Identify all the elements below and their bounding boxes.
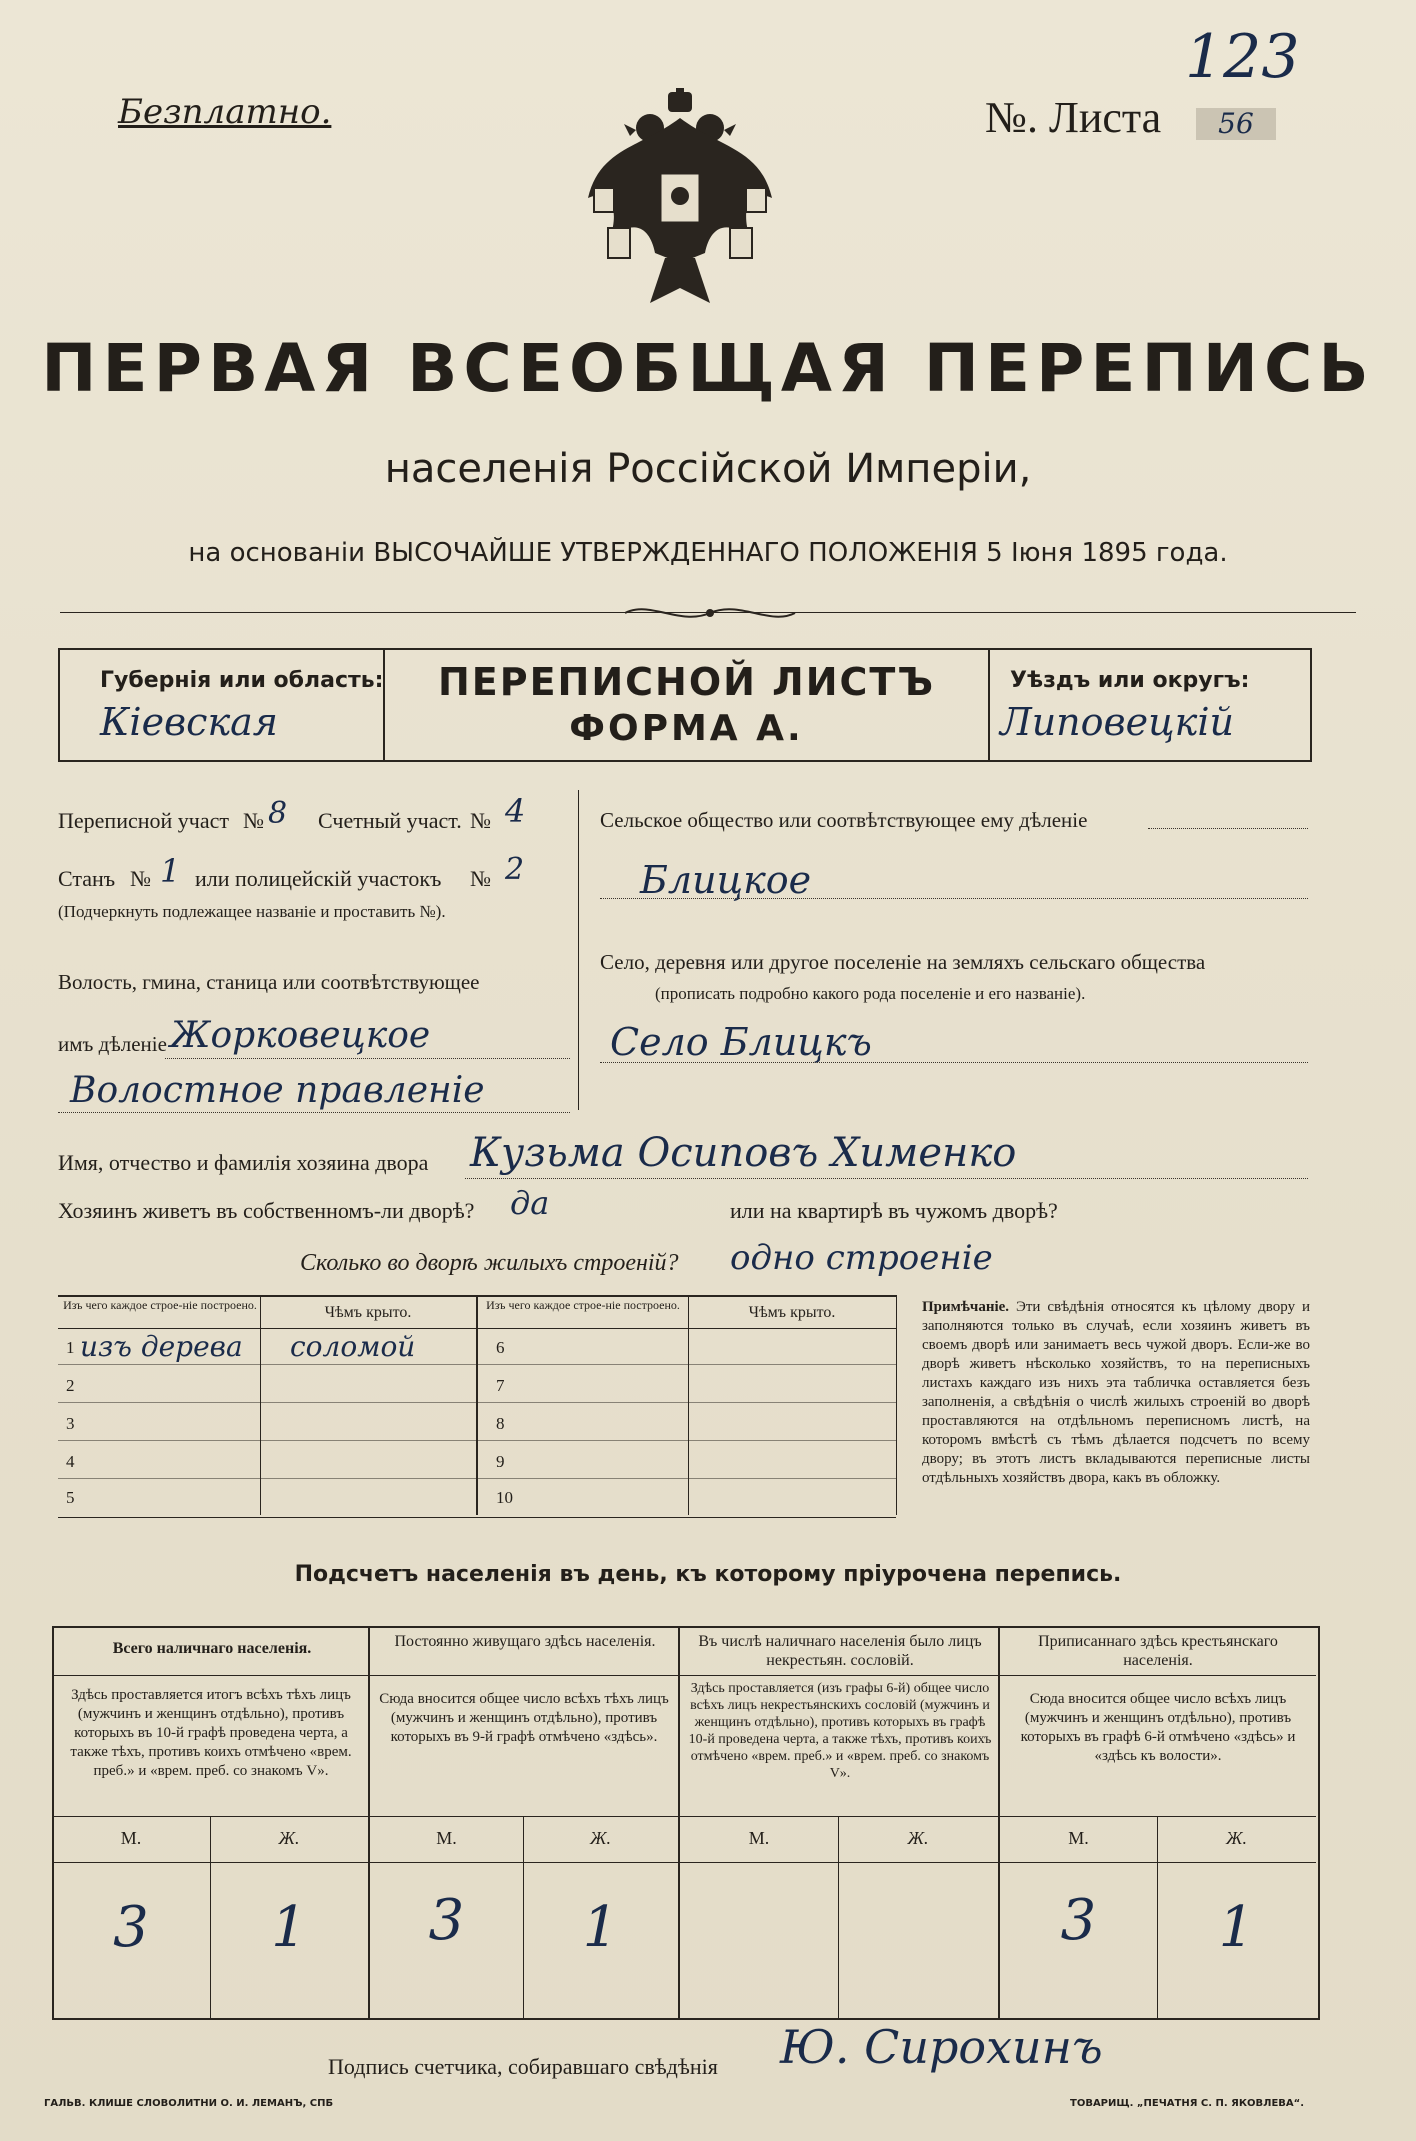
police-no: № — [470, 866, 491, 891]
male-label: М. — [436, 1828, 457, 1848]
volost-value: Жорковецкое — [170, 1015, 431, 1056]
corner-page-number: 123 — [1185, 22, 1300, 92]
district-value: Липовецкій — [1000, 700, 1234, 744]
table-row: 2 — [66, 1376, 75, 1395]
count-area-label: Счетный участ. — [318, 808, 462, 833]
permanent-male-value: 3 — [428, 1888, 465, 1953]
table-row: 6 — [496, 1338, 505, 1357]
female-label: Ж. — [590, 1828, 611, 1848]
own-yard-value: да — [510, 1184, 550, 1222]
note-block — [922, 1298, 1310, 1488]
sheet-number-value: 56 — [1196, 108, 1276, 140]
row1-roof-value: соломой — [290, 1330, 416, 1363]
stan-value: 1 — [160, 852, 181, 890]
owner-name-label: Имя, отчество и фамилія хозяина двора — [58, 1150, 429, 1175]
population-group-title: Постоянно живущаго здѣсь населенія. — [394, 1633, 656, 1650]
volost-value-2: Волостное правленіе — [70, 1070, 485, 1111]
male-label: М. — [1068, 1828, 1089, 1848]
table-row: 5 — [66, 1488, 75, 1507]
society-label: Сельское общество или соотвѣтствующее ему дѣленіе — [600, 808, 1088, 832]
legal-basis: на основаніи ВЫСОЧАЙШЕ УТВЕРЖДЕННАГО ПОЛОЖЕНІЯ 5 Іюня 1895 года. — [188, 538, 1228, 568]
printer-left: ГАЛЬВ. КЛИШЕ СЛОВОЛИТНИ О. И. ЛЕМАНЪ, СПБ — [44, 2098, 334, 2109]
population-group-desc: Здѣсь проставляется (изъ графы 6-й) общее число всѣхъ лицъ некрестьянскихъ сословій (мужчинъ и женщинъ отдѣльно), противъ которыхъ въ графѣ 10-й проведена черта, а также тѣхъ, противъ коихъ отмѣчено «врем. преб.» и «врем. преб. со знакомъ V». — [688, 1681, 992, 1781]
total-male-value: 3 — [113, 1895, 149, 1960]
population-group-desc: Сюда вносится общее число всѣхъ тѣхъ лицъ (мужчинъ и женщинъ отдѣльно), противъ которыхъ въ 9-й графѣ отмѣчено «здѣсь». — [379, 1691, 669, 1745]
owner-name-value: Кузьма Осиповъ Хименко — [470, 1130, 1017, 1176]
printer-right: ТОВАРИЩ. „ПЕЧАТНЯ С. П. ЯКОВЛЕВА“. — [1070, 2098, 1305, 2109]
table-row: 10 — [496, 1488, 513, 1507]
permanent-female-value: 1 — [582, 1895, 619, 1960]
note-lead: Примѣчаніе. — [922, 1299, 1010, 1315]
population-group-title: Приписаннаго здѣсь крестьянскаго населенія. — [1038, 1633, 1278, 1669]
population-heading: Подсчетъ населенія въ день, къ которому пріурочена перепись. — [294, 1562, 1122, 1587]
table-row: 4 — [66, 1452, 75, 1471]
census-area-label: Переписной участ — [58, 808, 229, 833]
census-area-value: 8 — [268, 796, 288, 831]
population-group-title: Всего наличнаго населенія. — [112, 1640, 312, 1657]
form-sheet-title: ПЕРЕПИСНОЙ ЛИСТЪ — [437, 660, 936, 704]
male-label: М. — [748, 1828, 770, 1848]
total-female-value: 1 — [271, 1895, 307, 1960]
form-type: ФОРМА А. — [569, 708, 804, 749]
signature-label: Подпись счетчика, собиравшаго свѣдѣнія — [328, 2054, 718, 2079]
village-label: Село, деревня или другое поселеніе на земляхъ сельскаго общества — [600, 950, 1206, 974]
peasant-female-value: 1 — [1218, 1895, 1255, 1960]
buildings-label: Сколько во дворѣ жилыхъ строеній? — [300, 1250, 679, 1276]
note-text: Эти свѣдѣнія относятся къ цѣлому двору и заполняются только въ случаѣ, если хозяинъ живетъ въ своемъ дворѣ или занимаетъ весь чужой дворъ. Если-же во дворѣ живетъ нѣсколько хозяйствъ, то на переписныхъ листахъ каждаго изъ нихъ эта табличка оставляется безъ заполненія, а свѣдѣнія о числѣ жилыхъ строеній во дворѣ проставляются на отдѣльномъ переписномъ листѣ, на которомъ вмѣстѣ съ тѣмъ дѣлается подсчетъ по всему двору; въ этотъ листъ вкладываются переписные листы отдѣльныхъ хозяйствъ двора, какъ въ обложку. — [922, 1299, 1310, 1486]
table-row: 8 — [496, 1414, 505, 1433]
count-area-no: № — [470, 808, 491, 833]
table-row: 3 — [66, 1414, 75, 1433]
population-group-desc: Сюда вносится общее число всѣхъ лицъ (мужчинъ и женщинъ отдѣльно), противъ которыхъ въ графѣ 6-й отмѣчено «здѣсь» и «здѣсь къ волости». — [1020, 1691, 1296, 1764]
volost-label-2: имъ дѣленіе — [58, 1032, 167, 1056]
stan-no: № — [130, 866, 151, 891]
buildings-col-roof: Чѣмъ крыто. — [324, 1304, 412, 1321]
female-label: Ж. — [907, 1828, 929, 1848]
female-label: Ж. — [278, 1828, 300, 1848]
census-area-no: № — [243, 808, 264, 833]
district-label: Уѣздъ или округъ: — [1010, 668, 1250, 693]
sheet-number-label: №. Листа — [985, 93, 1162, 142]
buildings-col-material-2: Изъ чего каждое строе-ніе построено. — [486, 1298, 680, 1312]
buildings-col-roof-2: Чѣмъ крыто. — [748, 1304, 836, 1321]
buildings-col-material: Изъ чего каждое строе-ніе построено. — [63, 1298, 257, 1312]
volost-label: Волость, гмина, станица или соотвѣтствующее — [58, 970, 480, 994]
double-headed-eagle-icon — [580, 88, 780, 318]
table-row: 7 — [496, 1376, 505, 1395]
ornament-divider-icon — [620, 600, 800, 626]
own-yard-label: Хозяинъ живетъ въ собственномъ-ли дворѣ? — [58, 1198, 475, 1223]
count-area-value: 4 — [505, 792, 526, 830]
police-label: или полицейскій участокъ — [195, 866, 442, 891]
society-value: Блицкое — [640, 858, 812, 902]
subtitle: населенія Россійской Имперіи, — [384, 446, 1032, 492]
table-row: 9 — [496, 1452, 505, 1471]
row1-material-value: изъ дерева — [80, 1330, 243, 1363]
peasant-male-value: 3 — [1060, 1888, 1097, 1953]
village-note: (прописать подробно какого рода поселеніе и его названіе). — [655, 984, 1086, 1003]
female-label: Ж. — [1226, 1828, 1247, 1848]
male-label: М. — [120, 1828, 142, 1848]
village-value: Село Блицкъ — [610, 1020, 872, 1064]
buildings-value: одно строеніе — [730, 1238, 993, 1278]
table-row: 1 — [66, 1338, 75, 1357]
population-group-title: Въ числѣ наличнаго населенія было лицъ некрестьян. сословій. — [698, 1633, 982, 1669]
underline-note: (Подчеркнуть подлежащее названіе и проставить №). — [58, 902, 446, 921]
police-value: 2 — [505, 852, 525, 887]
rent-label: или на квартирѣ въ чужомъ дворѣ? — [730, 1198, 1058, 1223]
stan-label: Станъ — [58, 866, 116, 891]
main-title: ПЕРВАЯ ВСЕОБЩАЯ ПЕРЕПИСЬ — [41, 330, 1375, 407]
province-value: Кіевская — [100, 700, 278, 744]
province-label: Губернія или область: — [100, 668, 384, 693]
signature-value: Ю. Сирохинъ — [780, 2020, 1103, 2074]
population-group-desc: Здѣсь проставляется итогъ всѣхъ тѣхъ лицъ (мужчинъ и женщинъ отдѣльно), противъ которыхъ въ 10-й графѣ проведена черта, а также тѣхъ, противъ коихъ отмѣчено «врем. преб.» и «врем. преб. со знакомъ V». — [70, 1687, 352, 1779]
free-label: Безплатно. — [118, 92, 332, 132]
